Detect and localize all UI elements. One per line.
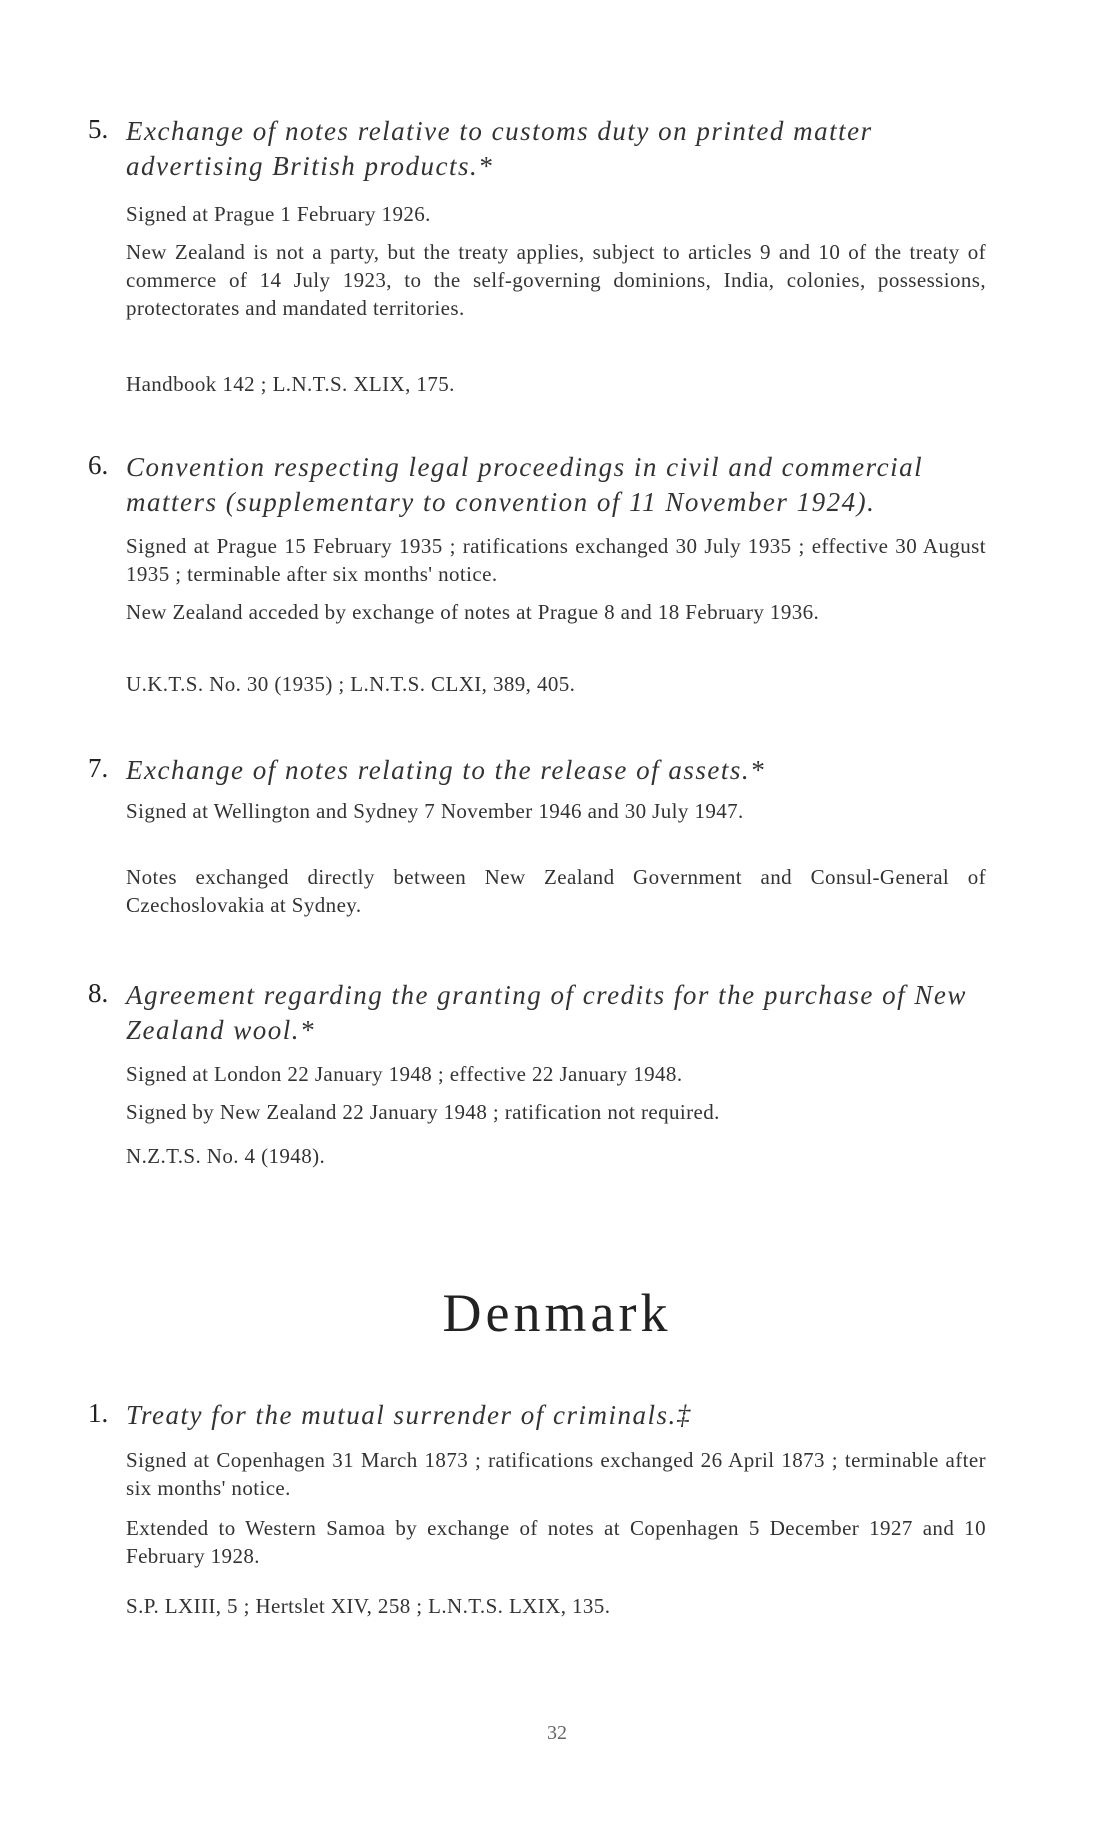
entry-paragraph: U.K.T.S. No. 30 (1935) ; L.N.T.S. CLXI, 389, 405. — [126, 672, 576, 696]
entry-paragraph: Signed at Wellington and Sydney 7 November 1946 and 30 July 1947. — [126, 799, 744, 823]
entry-paragraph: Signed by New Zealand 22 January 1948 ; ratification not required. — [126, 1100, 720, 1124]
page-number: 32 — [547, 1722, 567, 1744]
entry-title: Treaty for the mutual surrender of criminals.‡ — [126, 1400, 692, 1430]
entry-paragraph: Signed at Copenhagen 31 March 1873 ; ratifications exchanged 26 April 1873 ; terminable after six months' notice. — [126, 1448, 986, 1500]
section-heading: Denmark — [442, 1283, 672, 1343]
entry-title: Agreement regarding the granting of credits for the purchase of New Zealand wool.* — [126, 980, 967, 1045]
entry-paragraph: Notes exchanged directly between New Zealand Government and Consul-General of Czechoslovakia at Sydney. — [126, 865, 986, 917]
entry-number: 8. — [88, 978, 109, 1008]
entry-paragraph: New Zealand acceded by exchange of notes at Prague 8 and 18 February 1936. — [126, 600, 820, 624]
entry-paragraph: Signed at Prague 1 February 1926. — [126, 202, 431, 226]
entry-number: 6. — [88, 450, 109, 480]
entry-paragraph: Extended to Western Samoa by exchange of notes at Copenhagen 5 December 1927 and 10 February 1928. — [126, 1516, 986, 1568]
entry-number: 1. — [88, 1398, 109, 1428]
entry-title: Exchange of notes relative to customs duty on printed matter advertising British products.* — [126, 116, 873, 181]
entry-number: 7. — [88, 753, 109, 783]
entry-paragraph: New Zealand is not a party, but the treaty applies, subject to articles 9 and 10 of the treaty of commerce of 14 July 1923, to the self-governing dominions, India, colonies, possessions, protectorates and mandated territories. — [126, 240, 986, 320]
entry-paragraph: N.Z.T.S. No. 4 (1948). — [126, 1144, 326, 1168]
entry-paragraph: Signed at Prague 15 February 1935 ; ratifications exchanged 30 July 1935 ; effective 30 August 1935 ; terminable after six months' notice. — [126, 534, 986, 586]
entry-title: Exchange of notes relating to the release of assets.* — [126, 755, 766, 785]
entry-paragraph: Handbook 142 ; L.N.T.S. XLIX, 175. — [126, 372, 455, 396]
entry-paragraph: S.P. LXIII, 5 ; Hertslet XIV, 258 ; L.N.T.S. LXIX, 135. — [126, 1594, 611, 1618]
entry-number: 5. — [88, 114, 109, 144]
entry-title: Convention respecting legal proceedings in civil and commercial matters (supplementary to convention of 11 November 1924). — [126, 452, 924, 517]
entry-paragraph: Signed at London 22 January 1948 ; effective 22 January 1948. — [126, 1062, 683, 1086]
